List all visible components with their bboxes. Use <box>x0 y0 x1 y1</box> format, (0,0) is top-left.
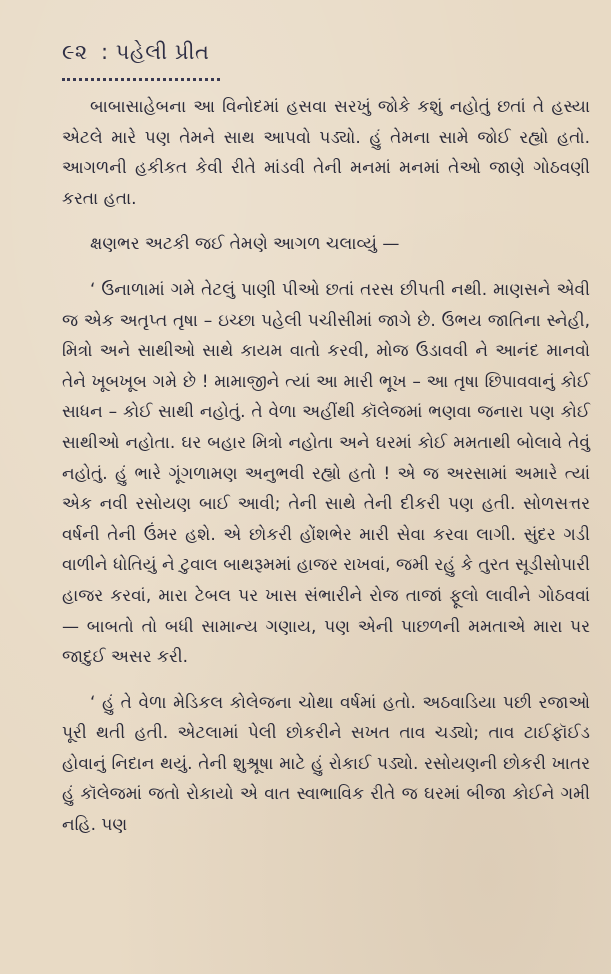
header-separator: : <box>100 40 109 64</box>
page-number: ૯૨ <box>62 40 88 64</box>
paragraph: ‘ ઉનાળામાં ગમે તેટલું પાણી પીઓ છતાં તરસ છીપતી નથી. માણસને એવી જ એક અતૃપ્ત તૃષા – ઇચ્છા પહેલી પચીસીમાં જાગે છે. ઉભય જાતિના સ્નેહી, મિત્રો અને સાથીઓ સાથે કાયમ વાતો કરવી, મોજ ઉડાવવી ને આનંદ માનવો તેને ખૂબખૂબ ગમે છે ! મામાજીને ત્યાં આ મારી ભૂખ – આ તૃષા છિપાવવાનું કોઈ સાધન – કોઈ સાથી નહોતું. તે વેળા અહીંથી કૉલેજમાં ભણવા જનારા પણ કોઈ સાથીઓ નહોતા. ઘર બહાર મિત્રો નહોતા અને ઘરમાં કોઈ મમતાથી બોલાવે તેવું નહોતું. હું ભારે ગૂંગળામણ અનુભવી રહ્યો હતો ! એ જ અરસામાં અમારે ત્યાં એક નવી રસોયણ બાઈ આવી; તેની સાથે તેની દીકરી પણ હતી. સોળસત્તર વર્ષની તેની ઉંમર હશે. એ છોકરી હોંશભેર મારી સેવા કરવા લાગી. સુંદર ગડી વાળીને ધોતિયું ને ટુવાલ બાથરૂમમાં હાજર રાખવાં, જમી રહું કે તુરત સૂડીસોપારી હાજર કરવાં, મારા ટેબલ પર ખાસ સંભારીને રોજ તાજાં ફૂલો લાવીને ગોઠવવાં — બાબતો તો બધી સામાન્ય ગણાય, પણ એની પાછળની મમતાએ મારા પર જાદુઈ અસર કરી. <box>62 279 590 668</box>
chapter-title: પહેલી પ્રીત <box>115 40 210 64</box>
dotted-divider <box>62 78 220 81</box>
paragraph: બાબાસાહેબના આ વિનોદમાં હસવા સરખું જોકે કશું નહોતું છતાં તે હસ્યા એટલે મારે પણ તેમને સાથ આપવો પડ્યો. હું તેમના સામે જોઈ રહ્યો હતો. આગળની હકીકત કેવી રીતે માંડવી તેની મનમાં મનમાં તેઓ જાણે ગોઠવણી કરતા હતા. <box>62 97 590 209</box>
paragraph: ‘ હું તે વેળા મેડિકલ કોલેજના ચોથા વર્ષમાં હતો. અઠવાડિયા પછી રજાઓ પૂરી થતી હતી. એટલામાં પેલી છોકરીને સખત તાવ ચડ્યો; તાવ ટાઈફૉઈડ હોવાનું નિદાન થયું. તેની શુશ્રૂષા માટે હું રોકાઈ પડ્યો. રસોયણની છોકરી ખાતર હું કૉલેજમાં જતો રોકાયો એ વાત સ્વાભાવિક રીતે જ ઘરમાં બીજા કોઈને ગમી નહિ. પણ <box>62 692 590 836</box>
paragraph: ક્ષણભર અટકી જઈ તેમણે આગળ ચલાવ્યું — <box>90 234 400 255</box>
page-body <box>62 92 590 841</box>
page-header <box>62 40 209 65</box>
